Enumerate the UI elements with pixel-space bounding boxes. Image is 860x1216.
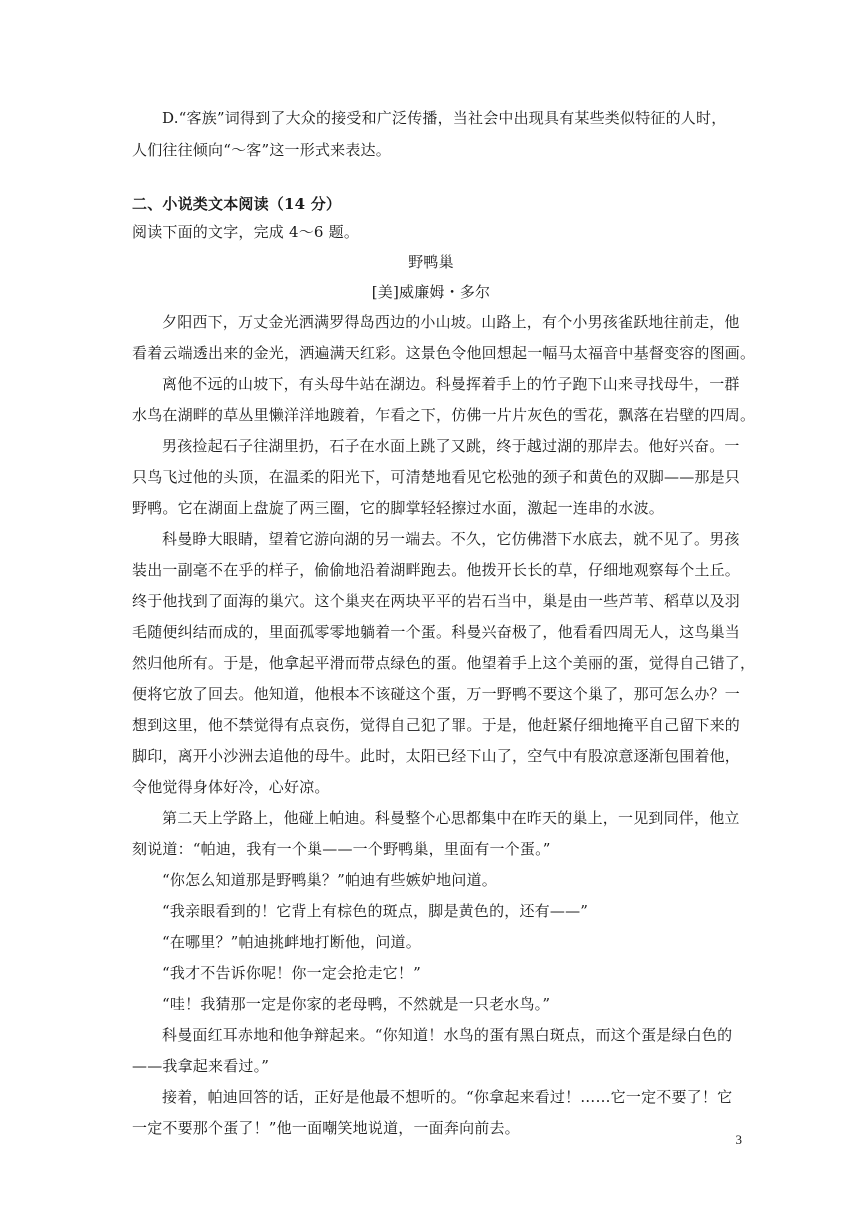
story-line: 想到这里，他不禁觉得有点哀伤，觉得自己犯了罪。于是，他赶紧仔细地掩平自己留下来的 [132, 716, 741, 734]
story-line: “在哪里？”帕迪挑衅地打断他，问道。 [162, 933, 421, 951]
story-line: 脚印，离开小沙洲去追他的母牛。此时，太阳已经下山了，空气中有股凉意逐渐包围着他， [132, 747, 741, 765]
section-heading: 二、小说类文本阅读（14 分） [132, 195, 342, 213]
story-line: 科曼面红耳赤地和他争辩起来。“你知道！水鸟的蛋有黑白斑点，而这个蛋是绿白色的 [162, 1026, 733, 1044]
story-line: ——我拿起来看过。” [132, 1057, 270, 1075]
story-line: 装出一副毫不在乎的样子，偷偷地沿着湖畔跑去。他拨开长长的草，仔细地观察每个土丘。 [132, 561, 741, 579]
story-line: 然归他所有。于是，他拿起平滑而带点绿色的蛋。他望着手上这个美丽的蛋，觉得自己错了， [132, 654, 756, 672]
story-line: 科曼睁大眼睛，望着它游向湖的另一端去。不久，它仿佛潜下水底去，就不见了。男孩 [162, 530, 740, 548]
story-line: “我才不告诉你呢！你一定会抢走它！” [162, 964, 421, 982]
story-line: 野鸭。它在湖面上盘旋了两三圈，它的脚掌轻轻擦过水面，激起一连串的水波。 [132, 499, 665, 517]
section-instruction: 阅读下面的文字，完成 4～6 题。 [132, 223, 360, 241]
story-title: 野鸭巢 [408, 253, 454, 271]
story-line: 夕阳西下，万丈金光洒满罗得岛西边的小山坡。山路上，有个小男孩雀跃地往前走，他 [162, 313, 740, 331]
story-line: “我亲眼看到的！它背上有棕色的斑点，脚是黄色的，还有——” [162, 902, 589, 920]
story-line: 看着云端透出来的金光，洒遍满天红彩。这景色令他回想起一幅马太福音中基督变容的图画。 [132, 344, 756, 362]
story-line: 终于他找到了面海的巢穴。这个巢夹在两块平平的岩石当中，巢是由一些芦苇、稻草以及羽 [132, 592, 741, 610]
story-line: 第二天上学路上，他碰上帕迪。科曼整个心思都集中在昨天的巢上，一见到同伴，他立 [162, 809, 740, 827]
story-line: “哇！我猜那一定是你家的老母鸭，不然就是一只老水鸟。” [162, 995, 551, 1013]
story-line: 水鸟在湖畔的草丛里懒洋洋地踱着，乍看之下，仿佛一片片灰色的雪花，飘落在岩壁的四周。 [132, 406, 756, 424]
story-line: 只鸟飞过他的头顶，在温柔的阳光下，可清楚地看见它松弛的颈子和黄色的双脚——那是只 [132, 468, 741, 486]
option-d-line-2: 人们往往倾向“～客”这一形式来表达。 [132, 141, 391, 159]
story-line: 男孩捡起石子往湖里扔，石子在水面上跳了又跳，终于越过湖的那岸去。他好兴奋。一 [162, 437, 740, 455]
option-d-line-1: D.“客族”词得到了大众的接受和广泛传播，当社会中出现具有某些类似特征的人时， [162, 109, 727, 127]
page-number: 3 [735, 1132, 742, 1147]
story-author: [美]威廉姆・多尔 [371, 283, 491, 301]
story-line: 接着，帕迪回答的话，正好是他最不想听的。“你拿起来看过！……它一定不要了！它 [162, 1088, 733, 1106]
story-line: “你怎么知道那是野鸭巢？”帕迪有些嫉妒地问道。 [162, 871, 497, 889]
story-line: 便将它放了回去。他知道，他根本不该碰这个蛋，万一野鸭不要这个巢了，那可怎么办？一 [132, 685, 741, 703]
story-line: 毛随便纠结而成的，里面孤零零地躺着一个蛋。科曼兴奋极了，他看看四周无人，这鸟巢当 [132, 623, 741, 641]
story-line: 离他不远的山坡下，有头母牛站在湖边。科曼挥着手上的竹子跑下山来寻找母牛，一群 [162, 375, 740, 393]
story-line: 令他觉得身体好冷，心好凉。 [132, 778, 330, 796]
story-line: 刻说道：“帕迪，我有一个巢——一个野鸭巢，里面有一个蛋。” [132, 840, 551, 858]
story-line: 一定不要那个蛋了！”他一面嘲笑地说道，一面奔向前去。 [132, 1119, 520, 1137]
